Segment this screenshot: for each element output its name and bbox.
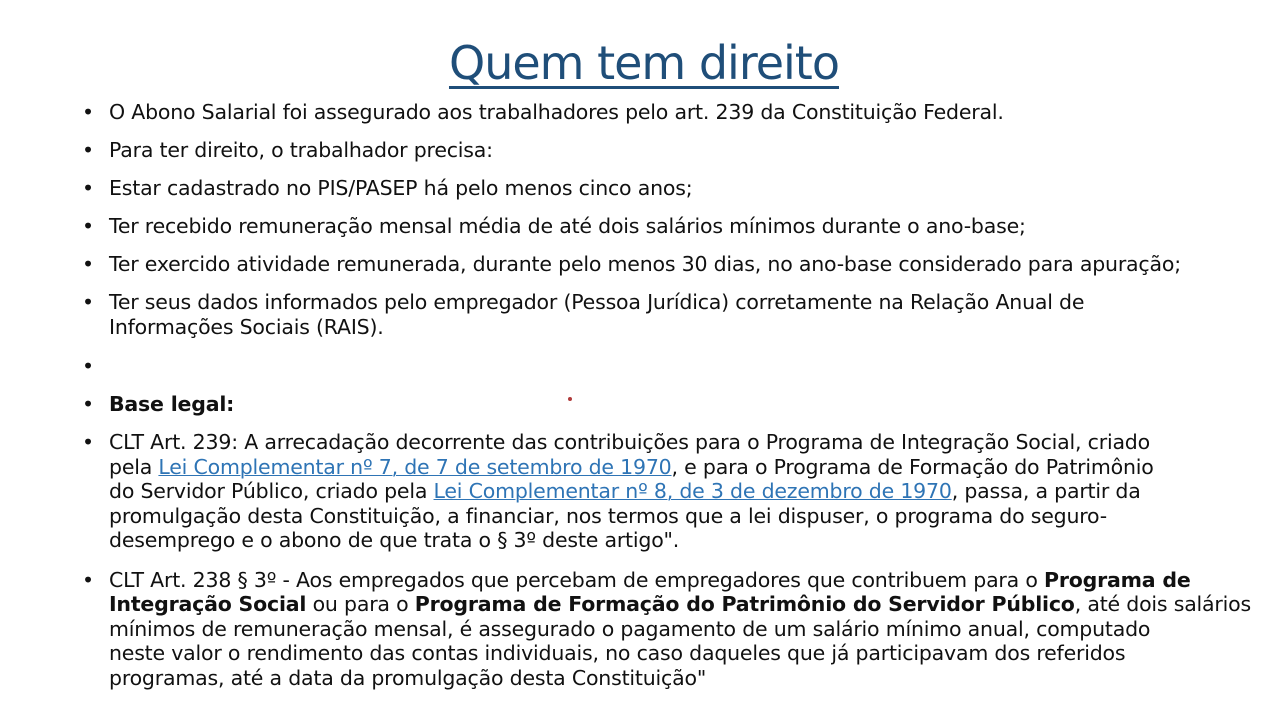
- bullet-dot: •: [82, 214, 94, 238]
- clt-239-line: [109, 479, 1280, 504]
- bullet-text: [109, 354, 1280, 379]
- bullet-text: Para ter direito, o trabalhador precisa:: [109, 138, 493, 162]
- clt-239-line: desemprego e o abono de que trata o § 3º deste artigo".: [109, 528, 680, 552]
- bullet-item: [82, 252, 1280, 277]
- clt-239-item: [82, 430, 1280, 553]
- clt-238-line: programas, até a data da promulgação desta Constituição": [109, 665, 707, 690]
- clt-238-line: neste valor o rendimento das contas individuais, no caso daqueles que já participavam dos referidos: [109, 641, 1126, 665]
- bullet-item: [82, 138, 1280, 163]
- text-run: , até dois salários: [1074, 592, 1251, 616]
- clt-239-line: [109, 455, 1280, 480]
- bullet-dot: •: [82, 252, 94, 276]
- text-run: , passa, a partir da: [951, 479, 1141, 503]
- text-run: ou para o: [306, 592, 415, 616]
- bold-run: Programa de: [1044, 567, 1191, 592]
- slide-title: Quem tem direito: [448, 36, 839, 90]
- bullet-dot: •: [82, 354, 94, 378]
- bullet-dot: •: [82, 392, 94, 416]
- bullet-text-line: Informações Sociais (RAIS).: [109, 314, 384, 339]
- bullet-dot: •: [82, 290, 94, 314]
- clt-238-line: [109, 592, 1280, 617]
- bullet-dot: •: [82, 567, 94, 592]
- bullet-item: [82, 100, 1280, 125]
- bullet-text: Ter recebido remuneração mensal média de até dois salários mínimos durante o ano-base;: [109, 214, 1026, 238]
- lei-complementar-7-link[interactable]: Lei Complementar nº 7, de 7 de setembro de 1970: [158, 454, 672, 479]
- bullet-text: O Abono Salarial foi assegurado aos trabalhadores pelo art. 239 da Constituição Federal.: [109, 100, 1004, 124]
- clt-238-line: [109, 568, 1280, 593]
- bullet-dot: •: [82, 100, 94, 124]
- text-run: CLT Art. 238 § 3º - Aos empregados que percebam de empregadores que contribuem para o: [109, 567, 1044, 592]
- bullet-dot: •: [82, 138, 94, 162]
- clt-238-line: mínimos de remuneração mensal, é assegurado o pagamento de um salário mínimo anual, computado: [109, 616, 1151, 641]
- base-legal-heading: Base legal:: [109, 392, 235, 416]
- clt-239-line: promulgação desta Constituição, a financiar, nos termos que a lei dispuser, o programa do seguro-: [109, 503, 1107, 528]
- empty-bullet-item: [82, 354, 1280, 379]
- bullet-dot: •: [82, 176, 94, 200]
- clt-239-line: CLT Art. 239: A arrecadação decorrente das contribuições para o Programa de Integração Social, criado: [109, 430, 1150, 454]
- bullet-text: Estar cadastrado no PIS/PASEP há pelo menos cinco anos;: [109, 176, 693, 200]
- bullet-dot: •: [82, 430, 94, 454]
- text-run: , e para o Programa de Formação do Patrimônio: [671, 454, 1154, 479]
- bold-run: Programa de Formação do Patrimônio do Servidor Público: [414, 592, 1075, 616]
- red-dot-marker: [568, 397, 572, 401]
- bullet-list: [82, 100, 1280, 704]
- text-run: pela: [109, 454, 159, 479]
- lei-complementar-8-link[interactable]: Lei Complementar nº 8, de 3 de dezembro de 1970: [433, 479, 952, 503]
- bullet-text-line: Ter seus dados informados pelo empregador (Pessoa Jurídica) corretamente na Relação Anual de: [109, 290, 1085, 314]
- bullet-item: [82, 214, 1280, 239]
- clt-238-item: [82, 568, 1280, 691]
- text-run: do Servidor Público, criado pela: [109, 479, 434, 503]
- bold-run: Integração Social: [109, 592, 307, 616]
- bullet-item: [82, 392, 1280, 417]
- bullet-text: Ter exercido atividade remunerada, durante pelo menos 30 dias, no ano-base considerado para apuração;: [109, 252, 1181, 276]
- bullet-item: [82, 176, 1280, 201]
- bullet-item: [82, 290, 1280, 339]
